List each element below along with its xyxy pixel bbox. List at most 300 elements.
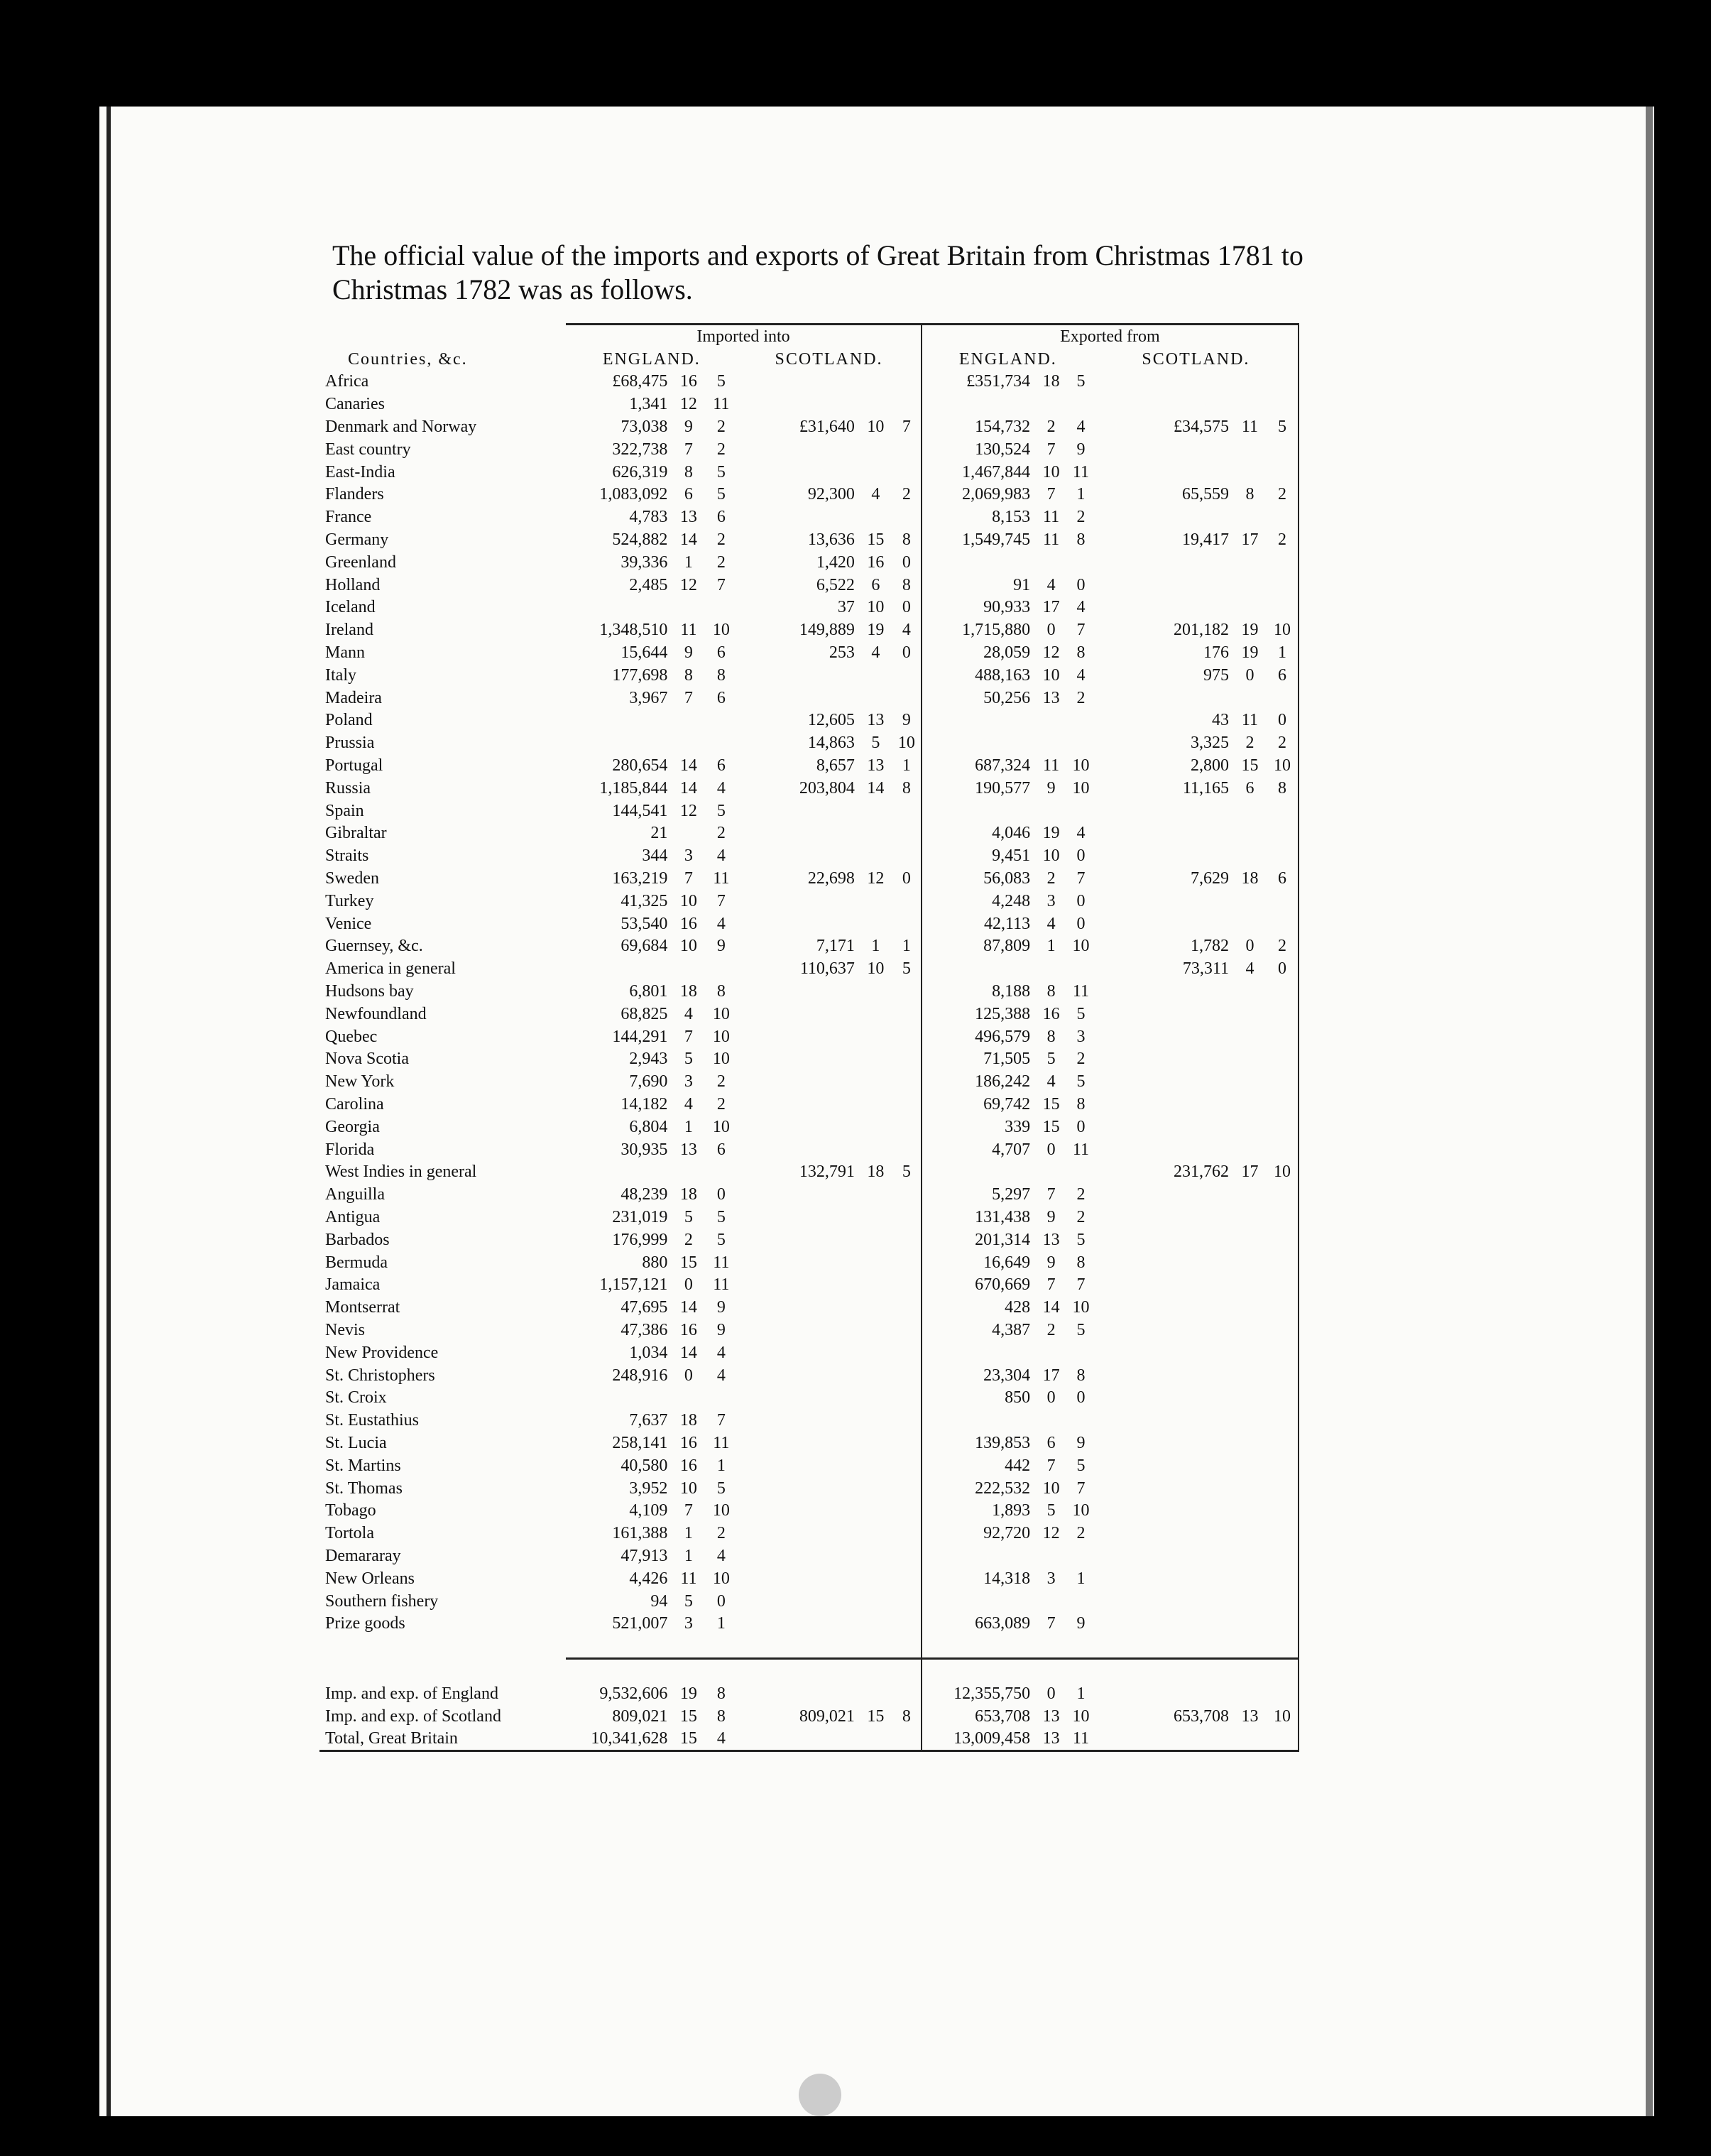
country-cell: Guernsey, &c. (325, 937, 423, 956)
value-cell (566, 1386, 672, 1409)
value-cell (1233, 1364, 1267, 1387)
value-cell (1094, 1364, 1233, 1387)
value-cell (737, 1409, 859, 1432)
value-cell (737, 687, 859, 709)
table-row (319, 438, 1299, 461)
value-cell: 4,387 (992, 1320, 1031, 1339)
value-cell: 5 (1076, 1230, 1086, 1249)
value-cell: 2 (1076, 1207, 1086, 1226)
value-cell: 12 (1042, 643, 1060, 663)
value-cell: 10 (1267, 754, 1299, 777)
table-row (319, 754, 1299, 777)
value-cell: 8,188 (992, 982, 1031, 1001)
value-cell: 12 (679, 395, 697, 414)
country-cell: Georgia (325, 1117, 380, 1136)
value-cell: 14 (679, 530, 697, 550)
value-cell (1068, 957, 1094, 980)
value-cell: 6 (684, 485, 693, 504)
value-cell: £31,640 (799, 418, 855, 437)
value-cell: 2 (716, 440, 726, 459)
value-cell: 2 (1267, 935, 1299, 958)
value-cell (859, 1386, 892, 1409)
table-row (319, 1048, 1299, 1071)
value-cell (922, 957, 1034, 980)
value-cell (892, 1545, 922, 1567)
value-cell (1094, 1499, 1233, 1522)
value-cell: 8 (1046, 982, 1056, 1001)
value-cell: 14 (679, 756, 697, 775)
value-cell: 10 (1042, 665, 1060, 685)
value-cell (1094, 1183, 1233, 1206)
value-cell: 4 (705, 1727, 737, 1751)
value-cell (892, 1409, 922, 1432)
value-cell (1094, 1070, 1233, 1093)
value-cell: 16 (867, 552, 885, 572)
country-cell: Canaries (325, 395, 385, 414)
value-cell (1233, 1048, 1267, 1071)
value-cell (859, 1567, 892, 1590)
table-row (319, 687, 1299, 709)
value-cell (1034, 1590, 1068, 1613)
value-cell: 13,009,458 (922, 1727, 1034, 1751)
value-cell: 41,325 (621, 891, 668, 910)
value-cell: 231,019 (612, 1207, 668, 1226)
value-cell: 653,708 (975, 1706, 1031, 1726)
value-cell (737, 664, 859, 687)
value-cell: 8 (1076, 530, 1086, 550)
value-cell: 1 (684, 1117, 693, 1136)
value-cell: 30,935 (621, 1140, 668, 1159)
value-cell: 56,083 (983, 869, 1031, 888)
country-cell: Prize goods (325, 1614, 405, 1633)
value-cell: 0 (1245, 937, 1254, 956)
value-cell: 2 (1245, 734, 1254, 753)
value-cell (892, 1682, 922, 1705)
value-cell: 663,089 (975, 1614, 1031, 1633)
value-cell: 4 (871, 643, 880, 663)
value-cell: 11 (713, 1253, 730, 1272)
value-cell: 13 (867, 711, 885, 730)
value-cell (1233, 1319, 1267, 1341)
value-cell (1233, 890, 1267, 913)
value-cell (892, 1499, 922, 1522)
country-cell: New York (325, 1072, 395, 1091)
value-cell: 8 (1245, 485, 1254, 504)
value-cell (859, 1727, 892, 1751)
value-cell (892, 980, 922, 1003)
value-cell: 8 (1076, 643, 1086, 663)
table-row (319, 1567, 1299, 1590)
value-cell (892, 1296, 922, 1319)
value-cell: 231,762 (1173, 1163, 1229, 1182)
value-cell (1094, 822, 1233, 845)
country-cell: Sweden (325, 869, 379, 888)
value-cell: 10 (1267, 1705, 1299, 1728)
value-cell: 7 (684, 688, 693, 707)
value-cell (1267, 1477, 1299, 1500)
value-cell: 0 (1046, 1140, 1056, 1159)
value-cell: 4 (716, 914, 726, 933)
value-cell: 850 (1005, 1388, 1031, 1408)
value-cell: 14 (679, 1298, 697, 1317)
table-row (319, 551, 1299, 574)
value-cell: 18 (679, 982, 697, 1001)
value-cell (672, 709, 705, 732)
country-cell: America in general (325, 959, 456, 979)
country-cell: Madeira (325, 688, 382, 707)
value-cell (892, 1454, 922, 1477)
value-cell: 4 (1076, 598, 1086, 617)
value-cell: 322,738 (612, 440, 668, 459)
value-cell: 1,341 (629, 395, 668, 414)
value-cell: 10 (1042, 846, 1060, 866)
value-cell (859, 687, 892, 709)
value-cell (1233, 1003, 1267, 1025)
value-cell: 8 (716, 1684, 726, 1703)
country-cell: St. Thomas (325, 1479, 403, 1498)
value-cell (1094, 1590, 1233, 1613)
value-cell: 1,549,745 (962, 530, 1031, 550)
value-cell (1267, 1229, 1299, 1251)
total-row (319, 1705, 1299, 1728)
value-cell: 5 (716, 1207, 726, 1226)
value-cell: 17 (1241, 1163, 1259, 1182)
value-cell: 1,034 (629, 1343, 668, 1362)
value-cell: 4 (892, 619, 922, 641)
value-cell (1267, 890, 1299, 913)
value-cell (672, 1160, 705, 1183)
value-cell (859, 1296, 892, 1319)
value-cell: 5 (716, 1479, 726, 1498)
value-cell (1233, 844, 1267, 867)
value-cell: 10 (1267, 1160, 1299, 1183)
value-cell (737, 1319, 859, 1341)
value-cell: 280,654 (612, 756, 668, 775)
value-cell: 2 (684, 1230, 693, 1249)
value-cell (1233, 1567, 1267, 1590)
country-cell: Newfoundland (325, 1004, 427, 1023)
value-cell (1094, 393, 1233, 415)
value-cell: 11 (1043, 508, 1060, 527)
value-cell: 1 (1076, 1569, 1086, 1588)
value-cell: 7 (1076, 1479, 1086, 1498)
value-cell: 7 (1046, 1185, 1056, 1204)
table-row (319, 777, 1299, 800)
table-row (319, 1251, 1299, 1274)
value-cell: 10 (679, 1479, 697, 1498)
country-cell: Denmark and Norway (325, 418, 477, 437)
value-cell (737, 1070, 859, 1093)
header-countries: Countries, &c. (348, 349, 468, 369)
value-cell: 1,157,121 (599, 1275, 668, 1295)
value-cell: 1 (716, 1614, 726, 1633)
value-cell: 13 (1241, 1706, 1259, 1726)
value-cell (1233, 1499, 1267, 1522)
value-cell: 14 (867, 778, 885, 797)
value-cell: 10 (679, 937, 697, 956)
value-cell: 15 (672, 1727, 705, 1751)
country-cell: Carolina (325, 1094, 384, 1114)
country-cell: Imp. and exp. of Scotland (325, 1706, 501, 1726)
value-cell (1094, 1138, 1233, 1161)
country-cell: New Orleans (325, 1569, 415, 1588)
table-row (319, 1229, 1299, 1251)
value-cell: 4 (871, 485, 880, 504)
value-cell: 1 (684, 552, 693, 572)
table-row (319, 574, 1299, 597)
table-row (319, 1590, 1299, 1613)
value-cell (1233, 1590, 1267, 1613)
value-cell: 15 (1042, 1094, 1060, 1114)
value-cell (1233, 1682, 1267, 1705)
value-cell (705, 709, 737, 732)
value-cell (737, 461, 859, 484)
value-cell (892, 1183, 922, 1206)
value-cell: 53,540 (621, 914, 668, 933)
value-cell: 17 (1042, 598, 1060, 617)
value-cell (1233, 1251, 1267, 1274)
value-cell (1267, 1454, 1299, 1477)
header-import-scotland: SCOTLAND. (737, 348, 921, 371)
value-cell (737, 1477, 859, 1500)
value-cell: 15 (679, 1706, 697, 1726)
value-cell (737, 1251, 859, 1274)
value-cell: 0 (684, 1366, 693, 1385)
table-row (319, 913, 1299, 935)
country-cell: Bermuda (325, 1253, 388, 1272)
value-cell: 3 (1076, 1027, 1086, 1046)
value-cell: 73,038 (621, 418, 668, 437)
value-cell: 6 (716, 508, 726, 527)
value-cell (859, 1364, 892, 1387)
value-cell (922, 551, 1034, 574)
value-cell: 4,109 (629, 1501, 668, 1520)
value-cell: 8 (684, 665, 693, 685)
value-cell: 1,893 (992, 1501, 1031, 1520)
value-cell (922, 1409, 1034, 1432)
value-cell: 7 (1046, 440, 1056, 459)
value-cell (1267, 844, 1299, 867)
value-cell: 4 (1046, 1072, 1056, 1091)
value-cell (892, 1138, 922, 1161)
value-cell: £68,475 (612, 372, 668, 391)
value-cell: 0 (1076, 914, 1086, 933)
table-row (319, 528, 1299, 551)
value-cell: 10 (1072, 756, 1090, 775)
value-cell (1233, 1545, 1267, 1567)
value-cell (705, 1160, 737, 1183)
value-cell: 186,242 (975, 1072, 1031, 1091)
value-cell: 19 (867, 621, 885, 640)
value-cell: 5 (892, 957, 922, 980)
value-cell (859, 393, 892, 415)
value-cell: 8 (716, 665, 726, 685)
value-cell: 1 (1076, 1684, 1086, 1703)
table-row (319, 822, 1299, 845)
value-cell: 2 (716, 530, 726, 550)
value-cell: 2 (716, 824, 726, 843)
value-cell (892, 1251, 922, 1274)
value-cell (892, 1341, 922, 1364)
value-cell (892, 1093, 922, 1116)
table-row (319, 1070, 1299, 1093)
value-cell: 670,669 (975, 1275, 1031, 1295)
value-cell: 9 (1076, 1614, 1086, 1633)
value-cell: 176,999 (612, 1230, 668, 1249)
value-cell (1094, 597, 1233, 619)
value-cell (892, 1206, 922, 1229)
value-cell: 6 (1267, 867, 1299, 890)
value-cell (737, 822, 859, 845)
table-row (319, 1409, 1299, 1432)
value-cell: 7 (1046, 1456, 1056, 1475)
value-cell (737, 1093, 859, 1116)
value-cell: 14,318 (983, 1569, 1031, 1588)
value-cell (1094, 1409, 1233, 1432)
value-cell (1068, 1160, 1094, 1183)
country-cell: Greenland (325, 552, 396, 572)
value-cell: 12,355,750 (953, 1684, 1031, 1703)
value-cell: 11 (1043, 530, 1060, 550)
value-cell: 39,336 (621, 552, 668, 572)
value-cell: 2,485 (629, 575, 668, 594)
value-cell (737, 1364, 859, 1387)
value-cell: 16 (679, 1456, 697, 1475)
value-cell: 5 (1076, 1456, 1086, 1475)
value-cell: 15 (867, 1706, 885, 1726)
value-cell: 9 (684, 418, 693, 437)
table-row (319, 1341, 1299, 1364)
country-cell: St. Croix (325, 1388, 387, 1408)
value-cell: 0 (1076, 575, 1086, 594)
value-cell (1267, 506, 1299, 528)
header-imported: Imported into (566, 325, 922, 348)
value-cell: 1,467,844 (962, 462, 1031, 481)
value-cell: 626,319 (612, 462, 668, 481)
value-cell (705, 957, 737, 980)
value-cell (1094, 1477, 1233, 1500)
value-cell: 2 (1046, 1320, 1056, 1339)
country-cell: Tortola (325, 1524, 374, 1543)
value-cell (1094, 1003, 1233, 1025)
value-cell (859, 1251, 892, 1274)
value-cell: 163,219 (612, 869, 668, 888)
country-cell: Barbados (325, 1230, 390, 1249)
value-cell (1094, 1206, 1233, 1229)
value-cell: 21 (650, 824, 668, 843)
value-cell (1267, 1003, 1299, 1025)
value-cell: 496,579 (975, 1027, 1031, 1046)
country-cell: Iceland (325, 598, 376, 617)
value-cell (1267, 1048, 1299, 1071)
value-cell (1267, 1432, 1299, 1454)
value-cell: 10 (867, 598, 885, 617)
value-cell: 4 (716, 1343, 726, 1362)
value-cell (737, 1206, 859, 1229)
value-cell (859, 800, 892, 822)
value-cell (892, 822, 922, 845)
value-cell (1233, 980, 1267, 1003)
value-cell (859, 1682, 892, 1705)
country-cell: Holland (325, 575, 381, 594)
value-cell (1034, 393, 1068, 415)
value-cell (1094, 506, 1233, 528)
value-cell (737, 1612, 859, 1635)
value-cell: 10 (712, 1050, 730, 1069)
value-cell (1267, 1612, 1299, 1635)
value-cell: 6 (716, 1140, 726, 1159)
value-cell (705, 731, 737, 754)
table-row (319, 1296, 1299, 1319)
value-cell (859, 844, 892, 867)
value-cell (1094, 1048, 1233, 1071)
country-cell: Demararay (325, 1546, 401, 1565)
value-cell: 65,559 (1181, 485, 1229, 504)
value-cell: 5 (1267, 415, 1299, 438)
value-cell: 37 (837, 598, 855, 617)
value-cell: 6 (1046, 1433, 1056, 1452)
value-cell: 4 (716, 1546, 726, 1565)
value-cell: £351,734 (966, 372, 1031, 391)
header-exported: Exported from (922, 325, 1299, 348)
value-cell: 2 (1076, 508, 1086, 527)
value-cell: 11 (713, 395, 730, 414)
country-cell: Imp. and exp. of England (325, 1684, 498, 1703)
value-cell (737, 890, 859, 913)
value-cell (859, 1409, 892, 1432)
value-cell (859, 438, 892, 461)
table-row (319, 1025, 1299, 1048)
table-row (319, 641, 1299, 664)
value-cell: 0 (1046, 621, 1056, 640)
value-cell (1267, 1296, 1299, 1319)
value-cell: 4,707 (992, 1140, 1031, 1159)
value-cell (737, 1727, 859, 1751)
value-cell: 16 (679, 372, 697, 391)
value-cell: 687,324 (975, 756, 1031, 775)
value-cell: 7 (1076, 869, 1086, 888)
gap-row (319, 1659, 1299, 1682)
value-cell: 975 (1203, 665, 1229, 685)
country-cell: St. Martins (325, 1456, 401, 1475)
value-cell: 6 (1245, 778, 1254, 797)
value-cell (1094, 1454, 1233, 1477)
value-cell: 16 (1042, 1004, 1060, 1023)
value-cell (566, 597, 672, 619)
value-cell: 7 (684, 869, 693, 888)
value-cell: 7 (684, 440, 693, 459)
value-cell (737, 1229, 859, 1251)
value-cell: 2 (892, 484, 922, 506)
value-cell (892, 506, 922, 528)
value-cell (1267, 980, 1299, 1003)
value-cell (705, 597, 737, 619)
table-row (319, 844, 1299, 867)
country-cell: Mann (325, 643, 365, 663)
value-cell: 11 (713, 869, 730, 888)
value-cell: 12 (679, 801, 697, 820)
country-cell: Turkey (325, 891, 374, 910)
value-cell: 0 (892, 867, 922, 890)
value-cell: 28,059 (983, 643, 1031, 663)
value-cell: 344 (642, 846, 668, 866)
value-cell: 4 (716, 846, 726, 866)
value-cell (1267, 1206, 1299, 1229)
country-cell: Total, Great Britain (319, 1727, 566, 1751)
value-cell: 11 (1241, 418, 1259, 437)
value-cell: 0 (1267, 957, 1299, 980)
value-cell: 15 (867, 530, 885, 550)
